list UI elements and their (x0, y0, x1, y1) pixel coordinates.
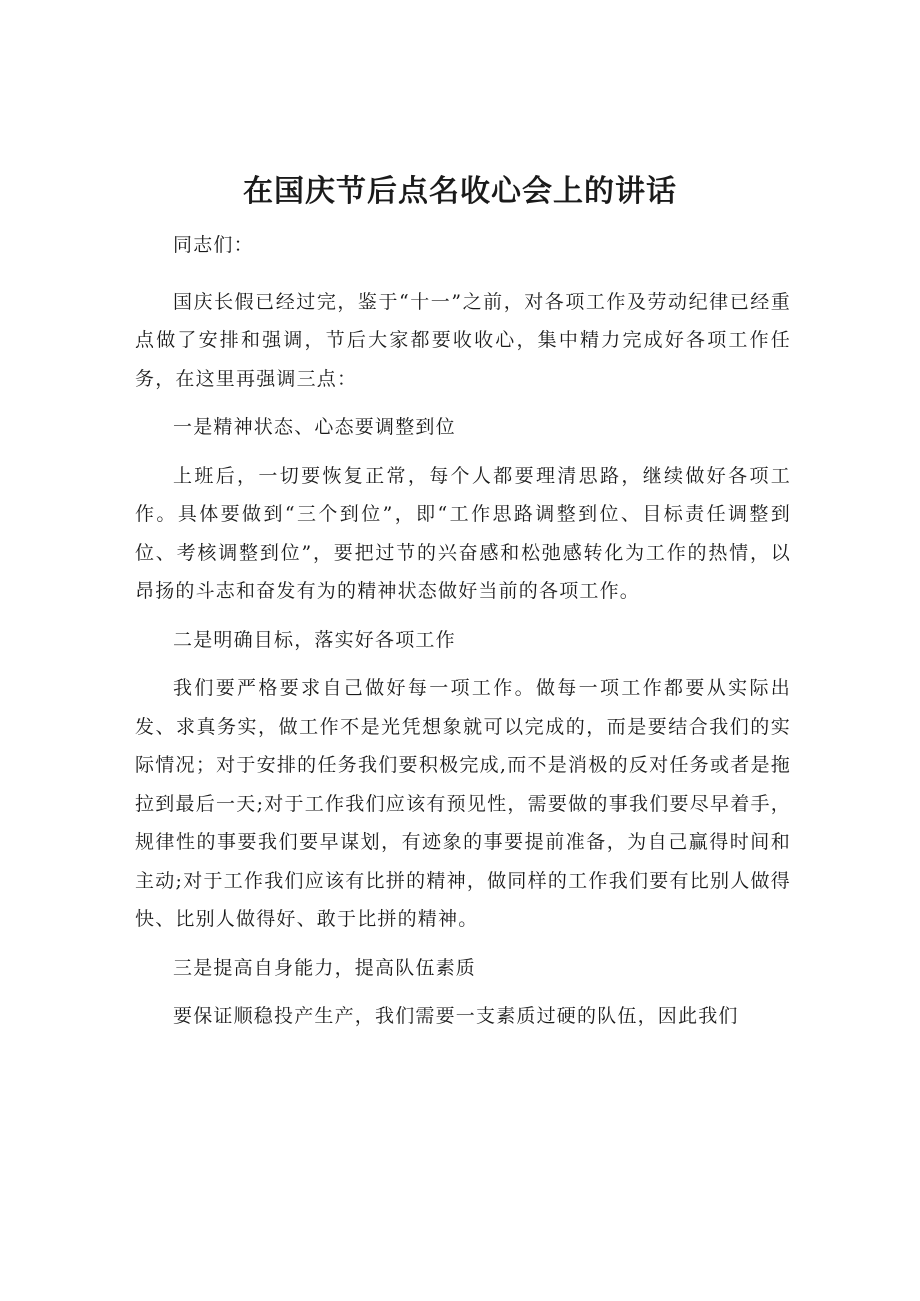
paragraph-point-three: 要保证顺稳投产生产，我们需要一支素质过硬的队伍，因此我们 (173, 1005, 739, 1027)
salutation: 同志们： (173, 234, 254, 256)
paragraph-point-one: 上班后，一切要恢复正常，每个人都要理清思路，继续做好各项工作。具体要做到“三个到位”，即“工作思路调整到位、目标责任调整到位、考核调整到位”，要把过节的兴奋感和松弛感转化为工作的热情，以昂扬的斗志和奋发有为的精神状态做好当前的各项工作。 (135, 464, 791, 602)
heading-point-one: 一是精神状态、心态要调整到位 (173, 416, 456, 438)
paragraph-intro: 国庆长假已经过完，鉴于“十一”之前，对各项工作及劳动纪律已经重点做了安排和强调，节后大家都要收收心，集中精力完成好各项工作任务，在这里再强调三点： (135, 290, 791, 390)
heading-point-three: 三是提高自身能力，提高队伍素质 (173, 956, 477, 979)
heading-point-two: 二是明确目标，落实好各项工作 (173, 628, 456, 651)
paragraph-point-two: 我们要严格要求自己做好每一项工作。做每一项工作都要从实际出发、求真务实，做工作不是光凭想象就可以完成的，而是要结合我们的实际情况；对于安排的任务我们要积极完成,而不是消极的反对任务或者是拖拉到最后一天;对于工作我们应该有预见性，需要做的事我们要尽早着手，规律性的事要我们要早谋划，有迹象的事要提前准备，为自己赢得时间和主动;对于工作我们应该有比拼的精神，做同样的工作我们要有比别人做得快、比别人做得好、敢于比拼的精神。 (135, 677, 791, 930)
document-title: 在国庆节后点名收心会上的讲话 (243, 174, 677, 209)
document-body (135, 226, 791, 1046)
